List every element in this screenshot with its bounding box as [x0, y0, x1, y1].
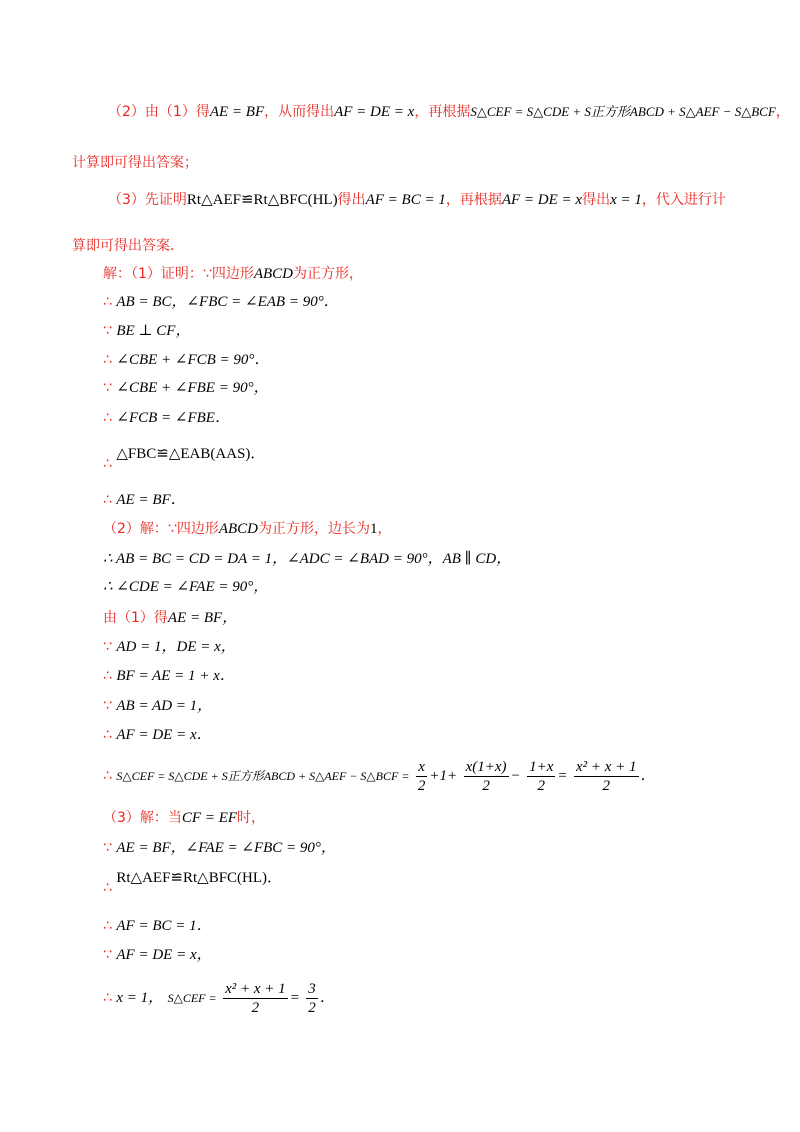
fraction-1-num: x	[416, 758, 428, 777]
fraction-4-den: 2	[602, 777, 610, 794]
hint-3-cont-text: 算即可得出答案．	[72, 238, 184, 254]
hint-3-cont	[72, 236, 184, 256]
sol-8-math: AE = BF．	[116, 492, 186, 508]
sol-line-21	[103, 916, 212, 936]
because-icon: ∵	[167, 521, 177, 537]
therefore-icon: ∴	[103, 456, 112, 472]
therefore-icon: ∴	[103, 492, 112, 508]
sol-9-end: ，	[377, 521, 392, 537]
sol-line-13	[103, 637, 236, 657]
sol-line-9	[103, 519, 392, 539]
fraction-3-den: 2	[537, 777, 545, 794]
therefore-icon: ∴	[103, 352, 112, 368]
sol-line-6	[103, 408, 230, 428]
therefore-icon: ∴	[103, 990, 112, 1006]
hint-3-eq2: AF = BC = 1	[365, 192, 446, 208]
sol-19-math: AE = BF，∠FAE = ∠FBC = 90°，	[116, 840, 336, 856]
hint-2-eq2: AF = DE = x	[334, 104, 415, 120]
sol-1-end: 为正方形，	[293, 266, 364, 282]
sol-22-math: AF = DE = x，	[116, 947, 212, 963]
sol-1-prefix: 解：（1）证明：	[103, 266, 203, 282]
because-icon: ∵	[202, 266, 212, 282]
sol-14-math: BF = AE = 1 + x．	[116, 668, 235, 684]
sol-6-math: ∠FCB = ∠FBE．	[116, 410, 230, 426]
sol-17-plus: +1+	[429, 768, 458, 784]
sol-line-16	[103, 725, 212, 745]
hint-3-line	[108, 190, 726, 210]
fraction-5-num: x² + x + 1	[225, 980, 286, 997]
sol-23-end: ．	[319, 990, 335, 1006]
sol-11-math: ∴ ∠CDE = ∠FAE = 90°，	[103, 579, 269, 595]
sol-23-math1: x = 1，	[116, 990, 164, 1006]
therefore-icon: ∴	[103, 668, 112, 684]
sol-line-22	[103, 945, 212, 965]
sol-18-math: CF = EF	[181, 810, 238, 826]
sol-line-2	[103, 292, 339, 312]
fraction-2	[464, 758, 509, 795]
hint-3-eq3: AF = DE = x	[501, 192, 583, 208]
sol-16-math: AF = DE = x．	[116, 727, 212, 743]
because-icon: ∵	[103, 323, 112, 339]
therefore-icon: ∴	[103, 410, 112, 426]
sol-12-math: AE = BF，	[167, 610, 238, 626]
sol-7-math: △FBC≌△EAB(AAS)．	[116, 446, 266, 462]
sol-23-lhs: S△CEF =	[167, 991, 217, 1005]
fraction-5	[223, 980, 288, 1017]
sol-line-5	[103, 378, 269, 398]
fraction-4	[574, 758, 639, 795]
therefore-icon: ∴	[103, 768, 112, 784]
hint-3-mid3: 得出	[582, 192, 611, 208]
sol-9-prefix: （2）解：	[103, 521, 168, 537]
hint-2-eq1: AE = BF	[209, 104, 265, 120]
sol-line-8	[103, 490, 186, 510]
therefore-icon: ∴	[103, 918, 112, 934]
sol-17-eq: =	[557, 768, 568, 784]
sol-line-19	[103, 838, 336, 858]
sol-17-end: ．	[640, 768, 656, 784]
sol-1-mid: 四边形	[211, 266, 254, 282]
sol-line-11	[103, 577, 268, 597]
therefore-icon: ∴	[103, 294, 112, 310]
sol-line-4	[103, 350, 269, 370]
sol-4-math: ∠CBE + ∠FCB = 90°．	[116, 352, 270, 368]
sol-21-math: AF = BC = 1．	[116, 918, 212, 934]
fraction-5-den: 2	[251, 999, 260, 1016]
because-icon: ∵	[103, 639, 112, 655]
sol-line-7	[103, 444, 266, 472]
hint-2-mid2: ，再根据	[414, 104, 471, 120]
fraction-1-den: 2	[417, 777, 426, 794]
therefore-icon: ∴	[103, 727, 112, 743]
sol-2-math: AB = BC，∠FBC = ∠EAB = 90°．	[116, 294, 339, 310]
because-icon: ∵	[103, 947, 112, 963]
sol-line-17	[103, 756, 656, 798]
because-icon: ∵	[103, 380, 112, 396]
sol-18-end: 时，	[237, 810, 266, 826]
sol-18-prefix: （3）解：当	[103, 810, 182, 826]
sol-9-mid2: 为正方形，边长为	[258, 521, 371, 537]
fraction-6-num: 3	[308, 980, 316, 997]
sol-13-math: AD = 1，DE = x，	[116, 639, 236, 655]
hint-2-prefix: （2）由（1）得	[108, 104, 210, 120]
sol-line-18	[103, 808, 265, 828]
hint-2-end: ，	[775, 104, 790, 120]
fraction-6	[306, 980, 318, 1017]
sol-5-math: ∠CBE + ∠FBE = 90°，	[116, 380, 269, 396]
sol-17-minus: −	[510, 768, 521, 784]
sol-line-12	[103, 608, 237, 628]
fraction-2-num: x(1+x)	[465, 758, 507, 775]
sol-12-prefix: 由（1）得	[103, 610, 168, 626]
therefore-icon: ∴	[103, 880, 112, 896]
hint-2-cont	[72, 153, 198, 173]
hint-3-eq1: Rt△AEF≌Rt△BFC(HL)	[186, 192, 338, 208]
sol-23-eq: =	[289, 990, 300, 1006]
because-icon: ∵	[103, 698, 112, 714]
sol-1-math: ABCD	[253, 266, 294, 282]
because-icon: ∵	[103, 840, 112, 856]
hint-3-prefix: （3）先证明	[108, 192, 187, 208]
sol-line-15	[103, 696, 212, 716]
sol-3-math: BE ⊥ CF，	[116, 323, 191, 339]
hint-2-line	[108, 102, 790, 122]
sol-17-lhs: S△CEF = S△CDE + S正方形ABCD + S△AEF − S△BCF =	[116, 769, 410, 783]
sol-20-math: Rt△AEF≌Rt△BFC(HL)．	[116, 870, 283, 886]
sol-9-num: 1	[370, 521, 378, 537]
fraction-3	[527, 758, 555, 795]
fraction-2-den: 2	[482, 777, 490, 794]
sol-line-3	[103, 321, 190, 341]
fraction-4-num: x² + x + 1	[575, 758, 637, 775]
sol-line-20	[103, 868, 283, 896]
hint-3-end: ，代入进行计	[641, 192, 726, 208]
sol-line-23	[103, 978, 335, 1022]
sol-15-math: AB = AD = 1，	[116, 698, 213, 714]
fraction-1	[416, 758, 428, 795]
sol-9-mid: 四边形	[176, 521, 219, 537]
fraction-6-den: 2	[308, 999, 316, 1016]
sol-line-1	[103, 264, 363, 284]
hint-3-eq4: x = 1	[610, 192, 642, 208]
hint-3-mid2: ，再根据	[445, 192, 502, 208]
fraction-3-num: 1+x	[529, 758, 554, 775]
sol-10-math: ∴ AB = BC = CD = DA = 1，∠ADC = ∠BAD = 90°，AB ∥ CD，	[103, 551, 512, 567]
hint-2-mid: ，从而得出	[264, 104, 335, 120]
sol-line-10	[103, 549, 511, 569]
hint-2-eq3: S△CEF = S△CDE + S正方形ABCD + S△AEF − S△BCF	[470, 104, 776, 119]
sol-line-14	[103, 666, 235, 686]
hint-2-cont-text: 计算即可得出答案；	[72, 155, 198, 171]
sol-9-math: ABCD	[218, 521, 259, 537]
hint-3-mid: 得出	[337, 192, 366, 208]
